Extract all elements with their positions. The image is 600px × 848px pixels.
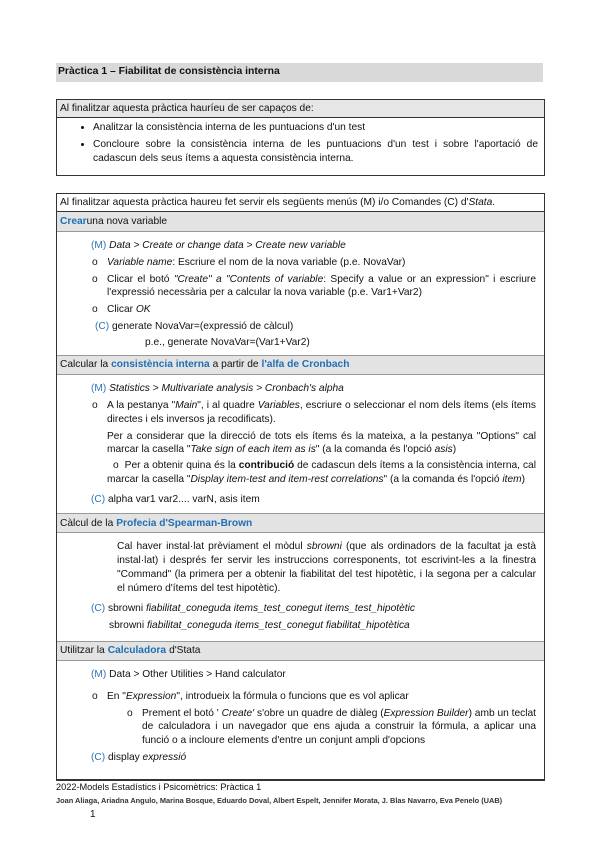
section-spearman-body	[57, 533, 544, 641]
menus-intro: Al finalitzar aquesta pràctica haureu fet servir els següents menús (M) i/o Comandes (C) d' Stata .	[57, 194, 544, 212]
calc-sub-step: o Prement el botó ' Create' s'obre un quadre de diàleg (Expression Builder) amb un teclat de calculadora i un navegador que ens ajuda a construir la fórmula, a aplicar una funció o a incloure elements d'entre un conjunt ampli d'opcions	[127, 707, 536, 747]
section-create-header: Crear una nova variable	[57, 212, 544, 232]
section-calc-body	[57, 661, 544, 772]
section-spearman-header: Càlcul de la Profecia d'Spearman-Brown	[57, 513, 544, 533]
alpha-command: (C) alpha var1 var2.... varN, asis item	[91, 493, 260, 505]
alpha-contribution-paragraph: o Per a obtenir quina és la contribució de cadascun dels ítems a la consistència interna, cal marcar la casella "Display item-test and item-rest correlations" (a la comanda és l'opció item)	[107, 460, 536, 485]
footer-course: 2022-Models Estadístics i Psicomètrics: Pràctica 1	[56, 782, 262, 792]
alpha-menu-path: (M) Statistics > Multivariate analysis > Cronbach's alpha	[91, 383, 344, 395]
spearman-command-2: sbrowni fiabilitat_coneguda items_test_conegut fiabilitat_hipotètica	[109, 620, 410, 632]
menus-box	[56, 193, 545, 780]
page-number: 1	[90, 809, 96, 820]
create-step: o Clicar OK	[92, 304, 151, 316]
create-command: (C) generate NovaVar=(expressió de càlcul)	[95, 320, 294, 332]
calc-command: (C) display expressió	[91, 751, 187, 763]
footer-authors: Joan Aliaga, Ariadna Angulo, Marina Bosque, Eduardo Doval, Albert Espelt, Jennifer Morata, J. Blas Navarro, Eva Penelo (UAB)	[56, 796, 503, 805]
objectives-list	[57, 118, 544, 165]
objective-item: • Concloure sobre la consistència interna de les puntuacions d'un test i sobre l'aportació de cadascun dels seus ítems a aquesta consistència interna.	[93, 138, 538, 166]
create-step: o Clicar el botó "Create" a "Contents of variable: Specify a value or an expression" i escriure l'expressió necessària per a calcular la nova variable (p.e. Var1+Var2)	[92, 273, 536, 299]
spearman-paragraph: Cal haver instal·lat prèviament el mòdul sbrowni (que als ordinadors de la facultat ja està instal·lat) i després fer servir les instruccions corresponents, tot escrivint-les a la finestra "Command" (la primera per a obtenir la fiabilitat del test hipotètic, i la segona per a calcular el número d'ítems del test hipotètic).	[117, 541, 536, 594]
objectives-box	[56, 99, 545, 176]
objective-item: • Analitzar la consistència interna de les puntuacions d'un test	[93, 121, 538, 135]
calc-step: o En "Expression", introdueix la fórmula o funcions que es vol aplicar	[92, 690, 409, 702]
alpha-options-paragraph: Per a considerar que la direcció de tots els ítems és la mateixa, a la pestanya "Options" cal marcar la casella "Take sign of each item as is" (a la comanda és l'opció asis)	[107, 430, 536, 456]
create-step: o Variable name: Escriure el nom de la nova variable (p.e. NovaVar)	[92, 256, 406, 268]
section-create-body	[57, 232, 544, 355]
create-menu-path: (M) Data > Create or change data > Create new variable	[91, 240, 346, 251]
section-alpha-body	[57, 375, 544, 513]
create-command-example: p.e., generate NovaVar=(Var1+Var2)	[145, 336, 310, 348]
section-calc-header: Utilitzar la Calculadora d'Stata	[57, 641, 544, 661]
calc-menu-path: (M) Data > Other Utilities > Hand calculator	[91, 669, 286, 681]
alpha-step: o A la pestanya "Main", i al quadre Variables, escriure o seleccionar el nom dels ítems (els ítems directes i els inversos ja recodificats).	[92, 400, 536, 425]
practice-title: Pràctica 1 – Fiabilitat de consistència interna	[56, 63, 543, 82]
spearman-command-1: (C) sbrowni fiabilitat_coneguda items_test_conegut items_test_hipotètic	[91, 602, 415, 614]
section-alpha-header: Calcular la consistència interna a partir de l'alfa de Cronbach	[57, 355, 544, 375]
objectives-heading: Al finalitzar aquesta pràctica hauríeu de ser capaços de:	[57, 100, 544, 118]
